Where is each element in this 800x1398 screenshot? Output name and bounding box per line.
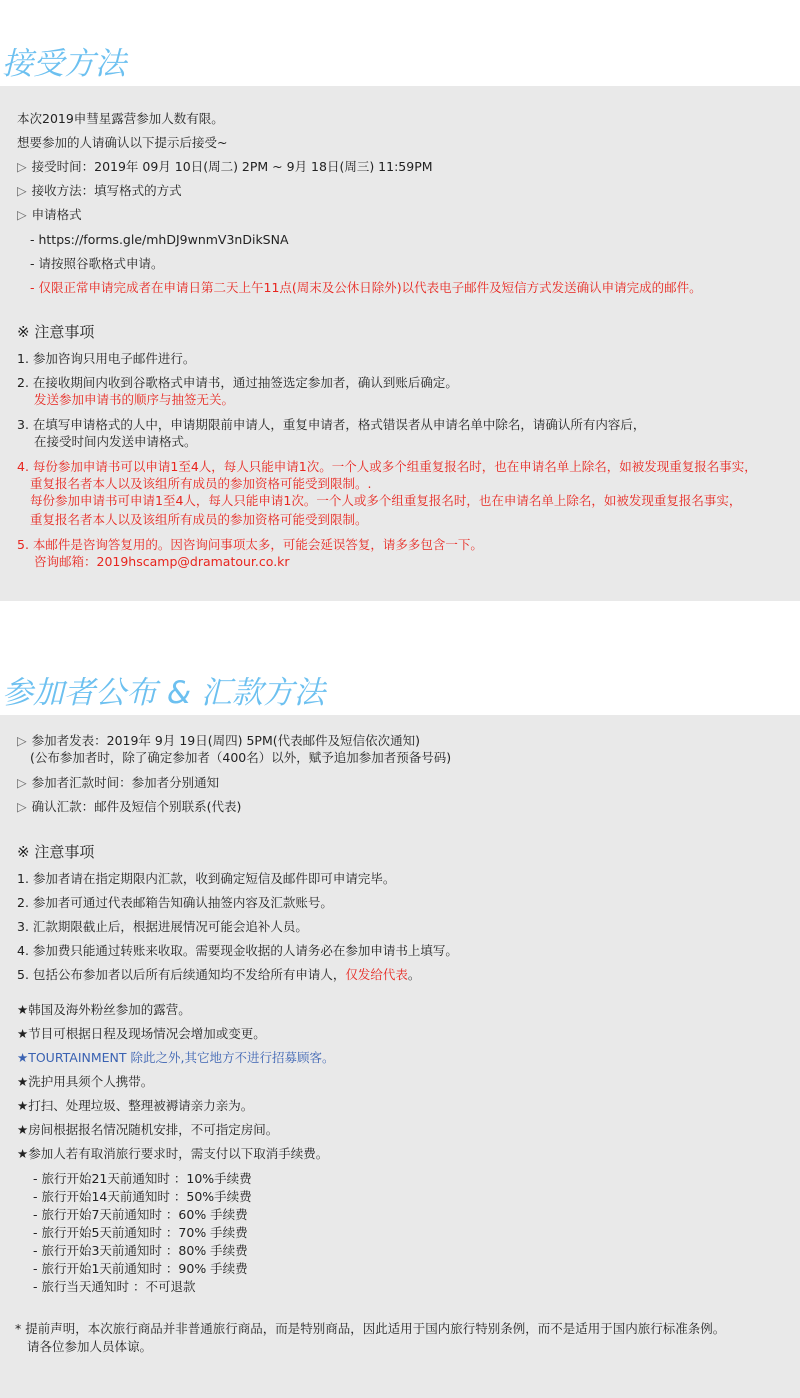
- note-item: 1. 参加咨询只用电子邮件进行。: [17, 351, 196, 366]
- fee-item: - 旅行开始7天前通知时 ：60% 手续费: [33, 1207, 248, 1222]
- bullet-item: [17, 798, 241, 815]
- fee-item: - 旅行当天通知时 ：不可退款: [33, 1279, 196, 1294]
- note-item: 1. 参加者请在指定期限内汇款，收到确定短信及邮件即可申请完毕。: [17, 871, 396, 886]
- intro-line: 想要参加的人请确认以下提示后接受~: [17, 135, 228, 150]
- sub-item-warning: - 仅限正常申请完成者在申请日第二天上午11点(周末及公休日除外)以代表电子邮件及短信方式发送确认申请完成的邮件。: [30, 280, 702, 295]
- star-item: ★房间根据报名情况随机安排，不可指定房间。: [17, 1122, 279, 1137]
- triangle-icon: ▷: [17, 775, 27, 790]
- bullet-item: [17, 158, 433, 175]
- payment-confirm: 确认汇款：邮件及短信个别联系(代表): [31, 799, 242, 814]
- notes-title: ※ 注意事项: [17, 843, 95, 861]
- announce-note: (公布参加者时，除了确定参加者（400名）以外，赋予追加参加者预备号码): [30, 750, 452, 765]
- star-item-highlight: ★TOURTAINMENT 除此之外,其它地方不进行招募顾客。: [17, 1050, 335, 1065]
- disclaimer: * 提前声明，本次旅行商品并非普通旅行商品，而是特别商品，因此适用于国内旅行特别条例，而不是适用于国内旅行标准条例。: [15, 1321, 726, 1336]
- notes-title: ※ 注意事项: [17, 323, 95, 341]
- triangle-icon: ▷: [17, 207, 27, 222]
- section-heading-announce: 参加者公布 & 汇款方法: [2, 675, 325, 711]
- star-item: ★打扫、处理垃圾、整理被褥请亲力亲为。: [17, 1098, 254, 1113]
- announce-panel: [0, 715, 800, 1398]
- note-item: 2. 在接收期间内收到谷歌格式申请书，通过抽签选定参加者，确认到账后确定。: [17, 375, 458, 390]
- note-item-warning: 发送参加申请书的顺序与抽签无关。: [34, 392, 235, 407]
- intro-line: 本次2019申彗星露营参加人数有限。: [17, 111, 224, 126]
- apply-panel: [0, 86, 800, 601]
- bullet-item: [17, 732, 420, 749]
- payment-time: 参加者汇款时间：参加者分别通知: [31, 775, 220, 790]
- note-item-warning: 每份参加申请书可申请1至4人，每人只能申请1次。一个人或多个组重复报名时，也在申请名单上除名，如被发现重复报名事实，: [30, 493, 742, 508]
- apply-method: 接收方法：填写格式的方式: [31, 183, 182, 198]
- fee-item: - 旅行开始1天前通知时 ：90% 手续费: [33, 1261, 248, 1276]
- sub-item: - 请按照谷歌格式申请。: [30, 256, 164, 271]
- disclaimer: 请各位参加人员体谅。: [27, 1339, 153, 1354]
- section-heading-apply: 接受方法: [2, 46, 126, 82]
- note-item: [17, 966, 420, 983]
- note-item: 3. 在填写申请格式的人中，申请期限前申请人，重复申请者，格式错误者从申请名单中除名，请确认所有内容后，: [17, 417, 646, 432]
- contact-email[interactable]: 咨询邮箱：2019hscamp@dramatour.co.kr: [34, 554, 290, 569]
- bullet-item: [17, 774, 219, 791]
- star-item: ★韩国及海外粉丝参加的露营。: [17, 1002, 191, 1017]
- note-item-warning: 重复报名者本人以及该组所有成员的参加资格可能受到限制。.: [30, 476, 372, 491]
- note-item-warning: 重复报名者本人以及该组所有成员的参加资格可能受到限制。: [30, 512, 368, 527]
- note-item: 3. 汇款期限截止后，根据进展情况可能会追补人员。: [17, 919, 308, 934]
- triangle-icon: ▷: [17, 733, 27, 748]
- triangle-icon: ▷: [17, 183, 27, 198]
- bullet-item: [17, 206, 82, 223]
- bullet-item: [17, 182, 182, 199]
- note-item: 4. 参加费只能通过转账来收取。需要现金收据的人请务必在参加申请书上填写。: [17, 943, 458, 958]
- apply-time: 接受时间：2019年 09月 10日(周二) 2PM ~ 9月 18日(周三) 11:59PM: [31, 159, 433, 174]
- triangle-icon: ▷: [17, 159, 27, 174]
- note-text: 5. 包括公布参加者以后所有后续通知均不发给所有申请人，: [17, 967, 346, 982]
- note-text: 。: [407, 967, 421, 982]
- star-item: ★洗护用具须个人携带。: [17, 1074, 154, 1089]
- fee-item: - 旅行开始5天前通知时 ：70% 手续费: [33, 1225, 248, 1240]
- announce-time: 参加者发表：2019年 9月 19日(周四) 5PM(代表邮件及短信依次通知): [31, 733, 420, 748]
- apply-format: 申请格式: [31, 207, 82, 222]
- note-item-warning: 4. 每份参加申请书可以申请1至4人，每人只能申请1次。一个人或多个组重复报名时，也在申请名单上除名，如被发现重复报名事实，: [17, 459, 757, 474]
- note-item: 2. 参加者可通过代表邮箱告知确认抽签内容及汇款账号。: [17, 895, 333, 910]
- note-item-warning: 5. 本邮件是咨询答复用的。因咨询问事项太多，可能会延误答复，请多多包含一下。: [17, 537, 483, 552]
- triangle-icon: ▷: [17, 799, 27, 814]
- note-item: 在接受时间内发送申请格式。: [34, 434, 197, 449]
- form-link[interactable]: - https://forms.gle/mhDJ9wnmV3nDikSNA: [30, 232, 289, 247]
- fee-item: - 旅行开始21天前通知时 ：10%手续费: [33, 1171, 252, 1186]
- note-highlight: 仅发给代表: [345, 967, 408, 982]
- star-item: ★参加人若有取消旅行要求时，需支付以下取消手续费。: [17, 1146, 329, 1161]
- fee-item: - 旅行开始14天前通知时 ：50%手续费: [33, 1189, 252, 1204]
- fee-item: - 旅行开始3天前通知时 ：80% 手续费: [33, 1243, 248, 1258]
- star-item: ★节目可根据日程及现场情况会增加或变更。: [17, 1026, 266, 1041]
